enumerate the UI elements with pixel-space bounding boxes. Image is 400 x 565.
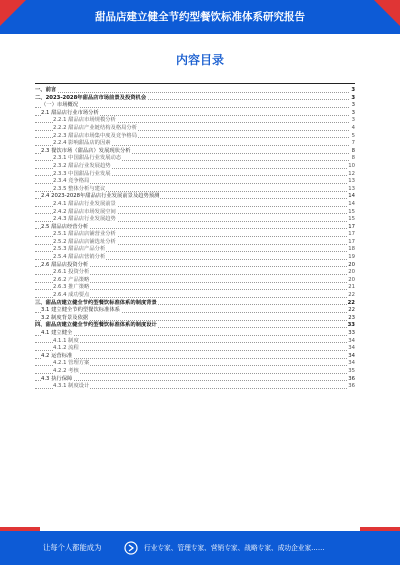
toc-entry-page: 18	[348, 246, 355, 253]
toc-entry-label: 2.3.1 中国甜品行业发展动态	[53, 155, 122, 162]
toc-entry-page: 3	[351, 109, 355, 116]
toc-entry-page: 13	[348, 178, 355, 185]
toc-entry-page: 21	[348, 284, 355, 291]
toc-divider	[35, 83, 355, 84]
toc-entry-page: 19	[348, 254, 355, 261]
toc-entry-page: 7	[351, 140, 355, 147]
toc-leader-dots	[35, 380, 349, 381]
toc-entry-label: 一、前言	[35, 87, 57, 93]
footer-banner	[0, 531, 400, 565]
toc-entry-label: 4.2.1 管理方案	[53, 360, 90, 367]
toc-entry-label: 4.2 运营标准	[41, 352, 73, 359]
toc-entry[interactable]	[35, 246, 355, 254]
toc-entry-label: 3.1 建立健全节约型餐饮标准体系	[41, 307, 120, 314]
footer-roles: 行业专家、管理专家、营销专家、战略专家、成功企业家……	[144, 544, 325, 552]
toc-entry-page: 15	[348, 208, 355, 215]
toc-entry-page: 13	[348, 185, 355, 192]
footer-slogan: 让每个人都能成为	[43, 543, 102, 552]
arrow-circle-icon	[124, 541, 138, 555]
toc-entry-label: 2.6.4 成功要点	[53, 292, 90, 299]
toc-entry[interactable]	[35, 231, 355, 239]
toc-entry-page: 17	[348, 238, 355, 245]
toc-entry[interactable]	[35, 338, 355, 346]
toc-entry[interactable]	[35, 269, 355, 277]
toc-entry-page: 22	[347, 299, 355, 306]
toc-entry[interactable]	[35, 368, 355, 376]
toc-leader-dots	[35, 373, 349, 374]
toc-entry[interactable]	[35, 201, 355, 209]
toc-entry[interactable]	[35, 307, 355, 315]
toc-entry-label: 2.4.2 甜品店市场发展空间	[53, 208, 116, 215]
toc-leader-dots	[35, 107, 349, 108]
toc-entry[interactable]	[35, 345, 355, 353]
toc-entry[interactable]	[35, 125, 355, 133]
report-title: 甜品店建立健全节约型餐饮标准体系研究报告	[95, 11, 305, 23]
toc-entry-page: 34	[348, 337, 355, 344]
toc-entry-page: 20	[348, 269, 355, 276]
toc-entry-label: 2.4 2023-2028年甜品店行业发展前景及趋势预测	[41, 193, 160, 200]
toc-entry[interactable]	[35, 102, 355, 110]
toc-entry-label: 4.1 建立健全	[41, 330, 73, 336]
toc-entry-label: 2.2.4 影响甜品店的因素	[53, 140, 111, 147]
toc-leader-dots	[35, 342, 349, 343]
toc-entry-label: 2.3.5 整体分析与建议	[53, 185, 106, 192]
toc-entry-label: 2.6.2 产品策略	[53, 276, 90, 283]
toc-entry[interactable]	[35, 87, 355, 95]
toc-entry-page: 3	[351, 94, 355, 101]
toc-entry-page: 10	[348, 162, 355, 169]
toc-entry-label: 2.5.1 甜品店店铺营业分析	[53, 231, 116, 238]
toc-entry-label: 2.3 餐饮市场（甜品店）发展现状分析	[41, 147, 131, 154]
toc-entry-page: 34	[348, 360, 355, 367]
toc-entry-page: 4	[351, 124, 355, 131]
toc-entry[interactable]	[35, 383, 355, 391]
toc-leader-dots	[35, 92, 349, 93]
toc-entry-page: 17	[348, 223, 355, 230]
toc-entry-label: 2.5.2 甜品店店铺选址分析	[53, 238, 116, 245]
toc-entry-label: 2.4.1 甜品店行业发展前景	[53, 200, 116, 207]
toc-entry-label: 2.1 甜品店行业市场分析	[41, 109, 99, 116]
toc-entry-page: 22	[348, 292, 355, 299]
toc-entry-label: 4.3 执行保障	[41, 375, 73, 382]
toc-entry-label: 4.3.1 制度设计	[53, 383, 90, 390]
toc-entry[interactable]	[35, 209, 355, 217]
toc-entry[interactable]	[35, 171, 355, 179]
toc-entry-label: 4.1.1 制度	[53, 337, 79, 344]
toc-entry-page: 34	[348, 352, 355, 359]
toc-entry-label: 2.5 甜品店经营分析	[41, 223, 89, 230]
toc-entry-label: 2.3.4 竞争格局	[53, 178, 90, 185]
toc-entry[interactable]	[35, 292, 355, 300]
toc-entry-label: 2.6 甜品店投资分析	[41, 261, 89, 268]
toc-entry-page: 3	[351, 117, 355, 124]
toc-entry[interactable]	[35, 216, 355, 224]
header-banner	[0, 0, 400, 34]
toc-entry[interactable]	[35, 330, 355, 338]
toc-entry[interactable]	[35, 155, 355, 163]
toc-entry-label: 4.1.2 流程	[53, 345, 79, 352]
toc-entry-page: 8	[351, 147, 355, 154]
toc-entry[interactable]	[35, 254, 355, 262]
toc-entry-page: 33	[347, 322, 355, 329]
toc-entry-label: 二、2023-2028年甜品店市场前景及投资机会	[35, 94, 147, 101]
toc-entry-page: 3	[351, 87, 355, 93]
toc-entry-label: 2.3.3 中国甜品行业发展	[53, 170, 111, 177]
toc-entry-label: 2.4.3 甜品店行业发展趋势	[53, 216, 116, 223]
table-of-contents	[35, 87, 355, 391]
toc-entry[interactable]	[35, 163, 355, 171]
toc-entry-label: 2.3.2 甜品行业发展趋势	[53, 162, 111, 169]
toc-entry[interactable]	[35, 117, 355, 125]
toc-entry-page: 8	[351, 155, 355, 162]
toc-entry-label: 四、甜品店建立健全节约型餐饮标准体系的制度设计	[35, 322, 157, 329]
toc-entry[interactable]	[35, 193, 355, 201]
toc-entry-page: 36	[348, 383, 355, 390]
toc-entry-page: 23	[348, 314, 355, 321]
toc-entry-page: 17	[348, 231, 355, 238]
toc-entry[interactable]	[35, 95, 355, 103]
toc-entry-page: 12	[348, 170, 355, 177]
toc-entry-page: 3	[351, 102, 355, 109]
toc-entry-label: 2.5.3 甜品店产品分析	[53, 246, 106, 253]
toc-entry-page: 36	[348, 375, 355, 382]
toc-entry-label: 2.2.3 甜品店市场集中度及竞争格局	[53, 132, 138, 139]
toc-entry-page: 15	[348, 216, 355, 223]
toc-entry-label: 2.6.1 投资分析	[53, 269, 90, 276]
toc-entry-label: 2.2.2 甜品店产业链结构及格局分析	[53, 124, 138, 131]
toc-leader-dots	[35, 358, 349, 359]
toc-entry-page: 20	[348, 261, 355, 268]
toc-entry-page: 20	[348, 276, 355, 283]
toc-entry-page: 35	[348, 367, 355, 374]
toc-entry-page: 22	[348, 307, 355, 314]
toc-leader-dots	[35, 350, 349, 351]
toc-entry[interactable]	[35, 178, 355, 186]
toc-entry[interactable]	[35, 322, 355, 330]
toc-entry[interactable]	[35, 360, 355, 368]
toc-entry-label: 三、甜品店建立健全节约型餐饮标准体系的制度背景	[35, 299, 157, 306]
toc-entry[interactable]	[35, 284, 355, 292]
toc-heading: 内容目录	[175, 53, 224, 67]
toc-entry[interactable]	[35, 140, 355, 148]
toc-entry-label: 4.2.2 考核	[53, 367, 79, 374]
toc-entry-label: 2.5.4 甜品店营销分析	[53, 254, 106, 261]
toc-entry-page: 5	[351, 132, 355, 139]
toc-entry-page: 14	[348, 200, 355, 207]
toc-entry-page: 34	[348, 345, 355, 352]
toc-leader-dots	[35, 335, 349, 336]
toc-entry-label: 3.2 制度背景及依据	[41, 314, 89, 321]
toc-entry-page: 14	[348, 193, 355, 200]
toc-entry-label: 2.2.1 甜品店市场规模分析	[53, 117, 116, 124]
toc-entry-page: 33	[348, 330, 355, 336]
toc-entry-label: （一）市场概况	[41, 102, 79, 109]
toc-entry-label: 2.6.3 推广策略	[53, 284, 90, 291]
